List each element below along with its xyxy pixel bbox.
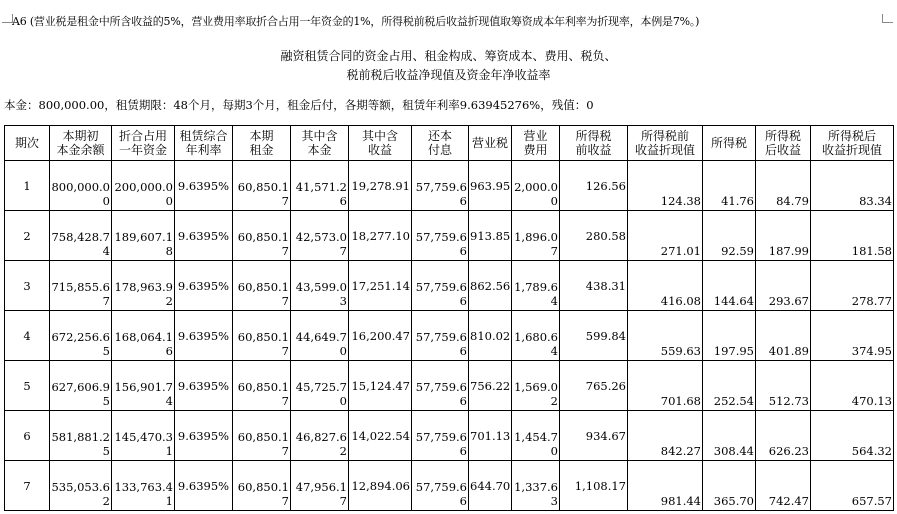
- income-tax-cell: 308.44: [703, 411, 756, 461]
- aftertax-income-cell: 84.79: [756, 161, 811, 211]
- rent-cell: 60,850.17: [233, 361, 291, 411]
- column-header-line2: 一年资金: [118, 143, 167, 157]
- annual-capital-cell: 200,000.00: [112, 161, 175, 211]
- table-row: [5, 211, 894, 261]
- aftertax-pv-cell: 564.32: [811, 411, 894, 461]
- annual-rate-cell: 9.6395%: [175, 211, 233, 261]
- column-header-line1: 营业税: [471, 136, 508, 150]
- pretax-income-cell: 765.26: [560, 361, 628, 411]
- column-header-line1: 其中含: [361, 129, 398, 143]
- opening-balance-cell: 715,855.67: [50, 261, 112, 311]
- pretax-income-cell: 438.31: [560, 261, 628, 311]
- column-header-line1: 本期初: [62, 129, 99, 143]
- income-cell: 18,277.10: [349, 211, 412, 261]
- repayment-cell: 57,759.66: [412, 311, 469, 361]
- repayment-cell: 57,759.66: [412, 211, 469, 261]
- opening-balance-cell: 672,256.65: [50, 311, 112, 361]
- column-header: [5, 126, 50, 161]
- column-header-line1: 还本: [427, 129, 452, 143]
- column-header-line1: 其中含: [301, 129, 338, 143]
- table-row: [5, 361, 894, 411]
- aftertax-income-cell: 187.99: [756, 211, 811, 261]
- principal-cell: 42,573.07: [291, 211, 349, 261]
- business-tax-cell: 963.95: [469, 161, 512, 211]
- pretax-pv-cell: 981.44: [628, 461, 703, 511]
- column-header-line2: 收益折现值: [634, 143, 695, 157]
- annual-rate-cell: 9.6395%: [175, 411, 233, 461]
- aftertax-pv-cell: 657.57: [811, 461, 894, 511]
- income-tax-cell: 144.64: [703, 261, 756, 311]
- pretax-pv-cell: 124.38: [628, 161, 703, 211]
- column-header-line1: 所得税后: [827, 129, 876, 143]
- period-cell: 3: [5, 261, 50, 311]
- pretax-income-cell: 1,108.17: [560, 461, 628, 511]
- table-header: [5, 126, 894, 161]
- income-tax-cell: 365.70: [703, 461, 756, 511]
- income-cell: 14,022.54: [349, 411, 412, 461]
- pretax-pv-cell: 842.27: [628, 411, 703, 461]
- business-fee-cell: 2,000.00: [512, 161, 560, 211]
- opening-balance-cell: 758,428.74: [50, 211, 112, 261]
- column-header-line2: 租金: [249, 143, 274, 157]
- column-header-line2: 收益折现值: [821, 143, 882, 157]
- business-tax-cell: 644.70: [469, 461, 512, 511]
- period-cell: 1: [5, 161, 50, 211]
- aftertax-pv-cell: 83.34: [811, 161, 894, 211]
- rent-cell: 60,850.17: [233, 311, 291, 361]
- annual-rate-cell: 9.6395%: [175, 311, 233, 361]
- rent-cell: 60,850.17: [233, 211, 291, 261]
- column-header: [512, 126, 560, 161]
- principal-cell: 41,571.26: [291, 161, 349, 211]
- business-tax-cell: 810.02: [469, 311, 512, 361]
- aftertax-income-cell: 742.47: [756, 461, 811, 511]
- aftertax-income-cell: 293.67: [756, 261, 811, 311]
- column-header-line1: 期次: [14, 136, 39, 150]
- business-tax-cell: 756.22: [469, 361, 512, 411]
- column-header-line2: 收益: [367, 143, 392, 157]
- income-cell: 17,251.14: [349, 261, 412, 311]
- principal-cell: 47,956.17: [291, 461, 349, 511]
- income-cell: 12,894.06: [349, 461, 412, 511]
- column-header: [469, 126, 512, 161]
- table-row: [5, 311, 894, 361]
- business-fee-cell: 1,337.63: [512, 461, 560, 511]
- table-row: [5, 411, 894, 461]
- column-header-line2: 费用: [523, 143, 548, 157]
- column-header-line2: 付息: [427, 143, 452, 157]
- annual-rate-cell: 9.6395%: [175, 161, 233, 211]
- column-header: [291, 126, 349, 161]
- pretax-pv-cell: 416.08: [628, 261, 703, 311]
- income-tax-cell: 92.59: [703, 211, 756, 261]
- column-header: [412, 126, 469, 161]
- pretax-pv-cell: 701.68: [628, 361, 703, 411]
- repayment-cell: 57,759.66: [412, 261, 469, 311]
- annual-capital-cell: 133,763.41: [112, 461, 175, 511]
- period-cell: 4: [5, 311, 50, 361]
- table-body: [5, 161, 894, 511]
- repayment-cell: 57,759.66: [412, 461, 469, 511]
- column-header: [703, 126, 756, 161]
- rent-cell: 60,850.17: [233, 261, 291, 311]
- column-header-line1: 所得税: [575, 129, 612, 143]
- footnote-a6: A6 (营业税是租金中所含收益的5%，营业费用率取折合占用一年资金的1%，所得税前税后收益折现值取筹资成本年利率为折现率，本例是7%。): [12, 15, 700, 28]
- aftertax-pv-cell: 181.58: [811, 211, 894, 261]
- column-header-line1: 所得税: [710, 136, 747, 150]
- aftertax-pv-cell: 278.77: [811, 261, 894, 311]
- annual-rate-cell: 9.6395%: [175, 361, 233, 411]
- business-fee-cell: 1,569.02: [512, 361, 560, 411]
- business-fee-cell: 1,789.64: [512, 261, 560, 311]
- table-row: [5, 261, 894, 311]
- annual-capital-cell: 189,607.18: [112, 211, 175, 261]
- principal-cell: 46,827.62: [291, 411, 349, 461]
- pretax-income-cell: 280.58: [560, 211, 628, 261]
- column-header: [756, 126, 811, 161]
- annual-capital-cell: 178,963.92: [112, 261, 175, 311]
- business-fee-cell: 1,896.07: [512, 211, 560, 261]
- column-header: [50, 126, 112, 161]
- table-row: [5, 161, 894, 211]
- annual-capital-cell: 168,064.16: [112, 311, 175, 361]
- pretax-pv-cell: 271.01: [628, 211, 703, 261]
- aftertax-income-cell: 401.89: [756, 311, 811, 361]
- rent-cell: 60,850.17: [233, 461, 291, 511]
- income-tax-cell: 41.76: [703, 161, 756, 211]
- column-header-line2: 后收益: [764, 143, 801, 157]
- repayment-cell: 57,759.66: [412, 411, 469, 461]
- column-header: [349, 126, 412, 161]
- aftertax-income-cell: 512.73: [756, 361, 811, 411]
- column-header-line1: 折合占用: [118, 129, 167, 143]
- opening-balance-cell: 581,881.25: [50, 411, 112, 461]
- lease-schedule-table: [4, 125, 894, 511]
- column-header-line2: 本金余额: [56, 143, 105, 157]
- annual-capital-cell: 145,470.31: [112, 411, 175, 461]
- rent-cell: 60,850.17: [233, 161, 291, 211]
- column-header: [175, 126, 233, 161]
- pretax-income-cell: 934.67: [560, 411, 628, 461]
- business-fee-cell: 1,454.70: [512, 411, 560, 461]
- column-header: [112, 126, 175, 161]
- business-tax-cell: 862.56: [469, 261, 512, 311]
- repayment-cell: 57,759.66: [412, 361, 469, 411]
- annual-capital-cell: 156,901.74: [112, 361, 175, 411]
- pretax-income-cell: 126.56: [560, 161, 628, 211]
- annual-rate-cell: 9.6395%: [175, 461, 233, 511]
- column-header: [628, 126, 703, 161]
- rent-cell: 60,850.17: [233, 411, 291, 461]
- table-row: [5, 461, 894, 511]
- document-title-line2: 税前税后收益净现值及资金年净收益率: [346, 68, 551, 82]
- annual-rate-cell: 9.6395%: [175, 261, 233, 311]
- column-header: [811, 126, 894, 161]
- column-header-line2: 前收益: [575, 143, 612, 157]
- pretax-income-cell: 599.84: [560, 311, 628, 361]
- period-cell: 6: [5, 411, 50, 461]
- column-header-line1: 所得税前: [640, 129, 689, 143]
- income-tax-cell: 197.95: [703, 311, 756, 361]
- business-fee-cell: 1,680.64: [512, 311, 560, 361]
- principal-cell: 45,725.70: [291, 361, 349, 411]
- column-header-line2: 本金: [307, 143, 332, 157]
- opening-balance-cell: 800,000.00: [50, 161, 112, 211]
- column-header: [560, 126, 628, 161]
- income-cell: 19,278.91: [349, 161, 412, 211]
- column-header-line1: 本期: [249, 129, 274, 143]
- income-tax-cell: 252.54: [703, 361, 756, 411]
- principal-cell: 44,649.70: [291, 311, 349, 361]
- lease-parameters: 本金：800,000.00，租赁期限：48个月，每期3个月，租金后付，各期等额，租赁年利率9.63945276%，残值：0: [4, 98, 594, 112]
- aftertax-pv-cell: 374.95: [811, 311, 894, 361]
- income-cell: 15,124.47: [349, 361, 412, 411]
- pretax-pv-cell: 559.63: [628, 311, 703, 361]
- business-tax-cell: 701.13: [469, 411, 512, 461]
- business-tax-cell: 913.85: [469, 211, 512, 261]
- opening-balance-cell: 627,606.95: [50, 361, 112, 411]
- column-header-line2: 年利率: [185, 143, 222, 157]
- opening-balance-cell: 535,053.62: [50, 461, 112, 511]
- column-header-line1: 营业: [523, 129, 548, 143]
- column-header: [233, 126, 291, 161]
- period-cell: 2: [5, 211, 50, 261]
- aftertax-income-cell: 626.23: [756, 411, 811, 461]
- income-cell: 16,200.47: [349, 311, 412, 361]
- principal-cell: 43,599.03: [291, 261, 349, 311]
- repayment-cell: 57,759.66: [412, 161, 469, 211]
- aftertax-pv-cell: 470.13: [811, 361, 894, 411]
- period-cell: 7: [5, 461, 50, 511]
- column-header-line1: 所得税: [764, 129, 801, 143]
- document-title-line1: 融资租赁合同的资金占用、租金构成、筹资成本、费用、税负、: [280, 49, 617, 63]
- period-cell: 5: [5, 361, 50, 411]
- column-header-line1: 租赁综合: [179, 129, 228, 143]
